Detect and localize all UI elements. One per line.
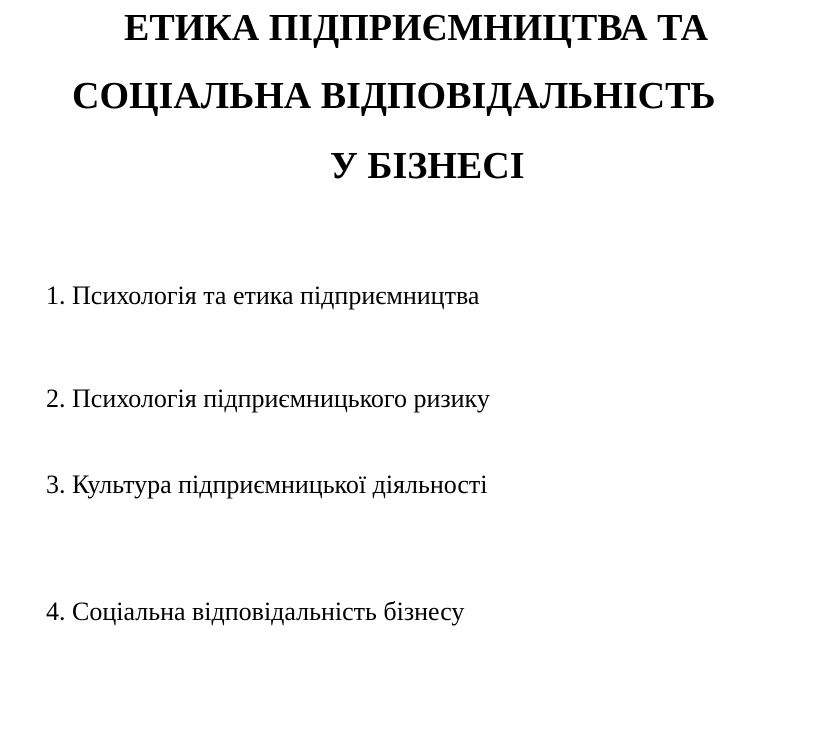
title-line-1: ЕТИКА ПІДПРИЄМНИЦТВА ТА <box>124 7 709 49</box>
list-item-3: 3. Культура підприємницької діяльності <box>46 470 488 499</box>
list-item-2: 2. Психологія підприємницького ризику <box>46 384 490 413</box>
list-item-1: 1. Психологія та етика підприємництва <box>46 281 480 310</box>
title-line-2: СОЦІАЛЬНА ВІДПОВІДАЛЬНІСТЬ <box>72 75 716 117</box>
list-item-4: 4. Соціальна відповідальність бізнесу <box>46 597 465 626</box>
title-line-3: У БІЗНЕСІ <box>330 145 525 187</box>
